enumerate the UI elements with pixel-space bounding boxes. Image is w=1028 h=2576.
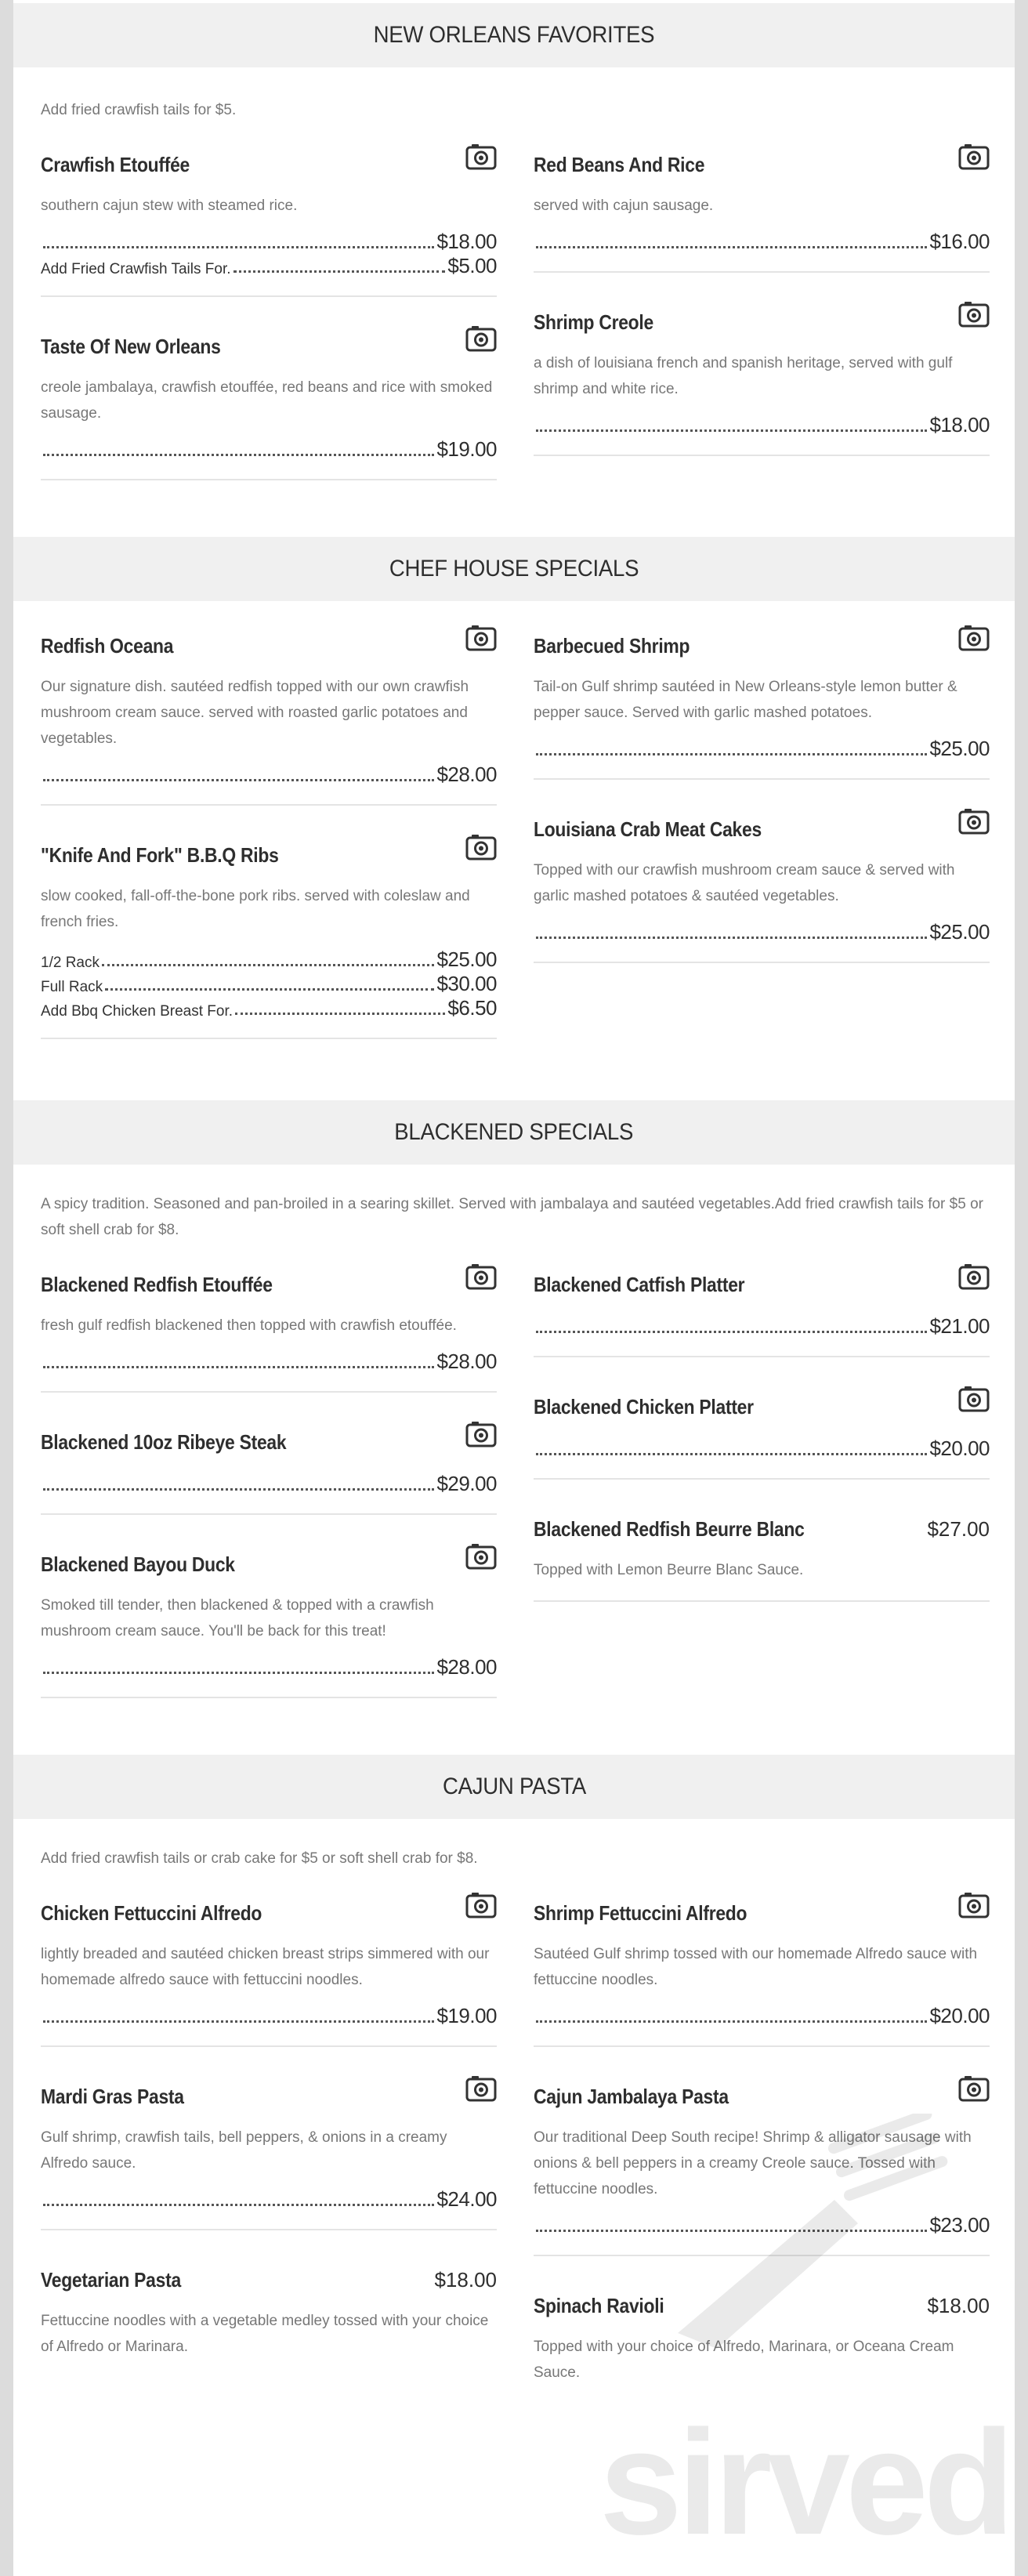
section-items: [13, 123, 1015, 480]
price-line: [41, 1655, 497, 1679]
menu-item: [41, 2075, 497, 2230]
price-line: [41, 230, 497, 254]
item-name: Blackened Chicken Platter: [534, 1395, 754, 1418]
menu-item: [534, 143, 990, 273]
item-price: $24.00: [436, 2187, 497, 2211]
menu-item: [41, 1543, 497, 1698]
price-line: [534, 737, 990, 761]
menu-item: [41, 143, 497, 297]
price-line: [534, 230, 990, 254]
item-description: southern cajun stew with steamed rice.: [41, 197, 298, 214]
menu-item: [534, 2284, 990, 2403]
menu-item: [41, 325, 497, 480]
option-line: [41, 947, 497, 972]
menu-item: [534, 808, 990, 963]
addon-line: [41, 254, 497, 278]
camera-icon[interactable]: [465, 143, 497, 170]
item-description: Our signature dish. sautéed redfish topped with our own crawfish mushroom cream sauce. served with roasted garlic potatoes and vegetables.: [41, 679, 469, 747]
item-price: $18.00: [436, 230, 497, 253]
item-description: fresh gulf redfish blackened then topped with crawfish etouffée.: [41, 1317, 457, 1334]
option-label: Full Rack: [41, 979, 103, 995]
camera-icon[interactable]: [958, 625, 990, 651]
item-description: Topped with Lemon Beurre Blanc Sauce.: [534, 1562, 804, 1578]
menu-item: [41, 1421, 497, 1515]
item-price: $19.00: [436, 437, 497, 461]
price-line: [534, 2004, 990, 2028]
item-price: $23.00: [929, 2213, 990, 2237]
section-header-cajun-pasta: [13, 1755, 1015, 1819]
camera-icon[interactable]: [958, 808, 990, 835]
item-price: $28.00: [436, 763, 497, 786]
section-header-chef-house-specials: [13, 537, 1015, 601]
section-title: BLACKENED SPECIALS: [394, 1119, 634, 1145]
item-price: $18.00: [929, 413, 990, 437]
right-column: [534, 123, 990, 480]
watermark-text: sirved: [599, 2400, 1010, 2566]
section-note: Add fried crawfish tails or crab cake for $5 or soft shell crab for $8.: [41, 1850, 478, 1867]
addon-label: Add Fried Crawfish Tails For.: [41, 261, 231, 277]
item-name: Shrimp Fettuccini Alfredo: [534, 1901, 747, 1925]
item-name: Spinach Ravioli: [534, 2294, 664, 2317]
option-line: [41, 972, 497, 996]
camera-icon[interactable]: [958, 143, 990, 170]
camera-icon[interactable]: [465, 834, 497, 860]
menu-item: [41, 1892, 497, 2047]
item-name: Crawfish Etouffée: [41, 153, 190, 176]
section-note: A spicy tradition. Seasoned and pan-broiled in a searing skillet. Served with jambalaya and sautéed vegetables.Add fried crawfish tails for $5 or soft shell crab for $8.: [41, 1196, 983, 1238]
price-line: [534, 920, 990, 944]
price-line: [41, 437, 497, 462]
item-name: Cajun Jambalaya Pasta: [534, 2085, 729, 2108]
option-line: [41, 996, 497, 1020]
section-title: CHEF HOUSE SPECIALS: [389, 556, 639, 582]
item-description: Topped with your choice of Alfredo, Marinara, or Oceana Cream Sauce.: [534, 2339, 954, 2381]
menu-item: [41, 1263, 497, 1393]
item-description: creole jambalaya, crawfish etouffée, red beans and rice with smoked sausage.: [41, 379, 493, 422]
left-column: [41, 123, 497, 480]
item-price: $28.00: [436, 1655, 497, 1679]
item-description: Topped with our crawfish mushroom cream sauce & served with garlic mashed potatoes & sautéed vegetables.: [534, 862, 955, 904]
menu-item: [534, 1386, 990, 1480]
menu-item: [534, 301, 990, 456]
menu-item: [41, 2259, 497, 2377]
menu-item: [41, 625, 497, 806]
section-note: Add fried crawfish tails for $5.: [41, 102, 237, 118]
item-description: lightly breaded and sautéed chicken breast strips simmered with our homemade alfredo sauce with fettuccini noodles.: [41, 1946, 490, 1988]
item-name: Blackened Bayou Duck: [41, 1552, 235, 1576]
item-name: Blackened Catfish Platter: [534, 1273, 745, 1296]
item-name: Blackened Redfish Beurre Blanc: [534, 1517, 805, 1541]
section-items: [13, 601, 1015, 1039]
option-price: $25.00: [436, 947, 497, 971]
item-name: Red Beans And Rice: [534, 153, 705, 176]
item-price: $29.00: [436, 1472, 497, 1495]
option-price: $30.00: [436, 972, 497, 995]
item-price: $18.00: [434, 2268, 497, 2292]
item-description: a dish of louisiana french and spanish heritage, served with gulf shrimp and white rice.: [534, 355, 953, 397]
camera-icon[interactable]: [465, 1543, 497, 1570]
option-label: 1/2 Rack: [41, 955, 100, 971]
item-description: Smoked till tender, then blackened & topped with a crawfish mushroom cream sauce. You'll be back for this treat!: [41, 1597, 434, 1639]
item-price: $18.00: [927, 2294, 990, 2317]
item-price: $20.00: [929, 2004, 990, 2027]
left-column: [41, 601, 497, 1039]
addon-price: $5.00: [447, 254, 497, 277]
menu-item: [534, 1263, 990, 1357]
price-line: [41, 1472, 497, 1496]
item-description: Tail-on Gulf shrimp sautéed in New Orleans-style lemon butter & pepper sauce. Served with garlic mashed potatoes.: [534, 679, 957, 721]
camera-icon[interactable]: [465, 1263, 497, 1290]
camera-icon[interactable]: [465, 325, 497, 352]
item-price: $28.00: [436, 1350, 497, 1373]
price-line: [41, 1350, 497, 1374]
menu-item: [534, 2075, 990, 2256]
item-price: $27.00: [927, 1517, 990, 1541]
menu-item: [534, 1892, 990, 2047]
item-name: Shrimp Creole: [534, 310, 653, 334]
menu-page: [13, 0, 1015, 2576]
right-column: [534, 1243, 990, 1698]
camera-icon[interactable]: [958, 1386, 990, 1412]
item-price: $25.00: [929, 737, 990, 760]
item-name: Taste Of New Orleans: [41, 335, 221, 358]
price-line: [534, 1314, 990, 1339]
price-line: [534, 1437, 990, 1461]
item-price: $21.00: [929, 1314, 990, 1338]
price-line: [534, 2213, 990, 2237]
item-name: Chicken Fettuccini Alfredo: [41, 1901, 262, 1925]
section-header-blackened-specials: [13, 1100, 1015, 1165]
left-column: [41, 1871, 497, 2403]
camera-icon[interactable]: [958, 1263, 990, 1290]
menu-item: [41, 834, 497, 1039]
price-line: [41, 2004, 497, 2028]
option-price: $6.50: [447, 996, 497, 1020]
item-description: Gulf shrimp, crawfish tails, bell peppers, & onions in a creamy Alfredo sauce.: [41, 2129, 447, 2172]
left-column: [41, 1243, 497, 1698]
camera-icon[interactable]: [958, 2075, 990, 2102]
item-description: Our traditional Deep South recipe! Shrimp & alligator sausage with onions & bell peppers in a creamy Creole sauce. Tossed with fettuccine noodles.: [534, 2129, 972, 2197]
item-price: $16.00: [929, 230, 990, 253]
section-items: [13, 1243, 1015, 1698]
item-name: Louisiana Crab Meat Cakes: [534, 817, 762, 841]
item-name: Barbecued Shrimp: [534, 634, 690, 658]
item-description: Fettuccine noodles with a vegetable medley tossed with your choice of Alfredo or Marinara.: [41, 2313, 489, 2355]
menu-item: [534, 1508, 990, 1602]
item-name: Blackened 10oz Ribeye Steak: [41, 1430, 287, 1454]
option-label: Add Bbq Chicken Breast For.: [41, 1003, 233, 1020]
price-line: [534, 413, 990, 437]
item-name: Blackened Redfish Etouffée: [41, 1273, 273, 1296]
item-description: slow cooked, fall-off-the-bone pork ribs. served with coleslaw and french fries.: [41, 888, 470, 930]
item-price: $25.00: [929, 920, 990, 944]
item-description: served with cajun sausage.: [534, 197, 714, 214]
item-name: Redfish Oceana: [41, 634, 174, 658]
item-name: "Knife And Fork" B.B.Q Ribs: [41, 843, 279, 867]
right-column: [534, 601, 990, 1039]
price-line: [41, 763, 497, 787]
camera-icon[interactable]: [958, 1892, 990, 1918]
section-items: [13, 1871, 1015, 2403]
section-title: NEW ORLEANS FAVORITES: [373, 22, 655, 48]
camera-icon[interactable]: [465, 625, 497, 651]
item-description: Sautéed Gulf shrimp tossed with our homemade Alfredo sauce with fettuccine noodles.: [534, 1946, 978, 1988]
camera-icon[interactable]: [958, 301, 990, 328]
section-header-new-orleans-favorites: [13, 3, 1015, 67]
right-column: [534, 1871, 990, 2403]
item-price: $20.00: [929, 1437, 990, 1460]
price-line: [41, 2187, 497, 2212]
camera-icon[interactable]: [465, 1892, 497, 1918]
camera-icon[interactable]: [465, 2075, 497, 2102]
menu-item: [534, 625, 990, 780]
item-price: $19.00: [436, 2004, 497, 2027]
item-name: Vegetarian Pasta: [41, 2268, 181, 2292]
camera-icon[interactable]: [465, 1421, 497, 1447]
item-name: Mardi Gras Pasta: [41, 2085, 184, 2108]
section-title: CAJUN PASTA: [442, 1773, 586, 1799]
